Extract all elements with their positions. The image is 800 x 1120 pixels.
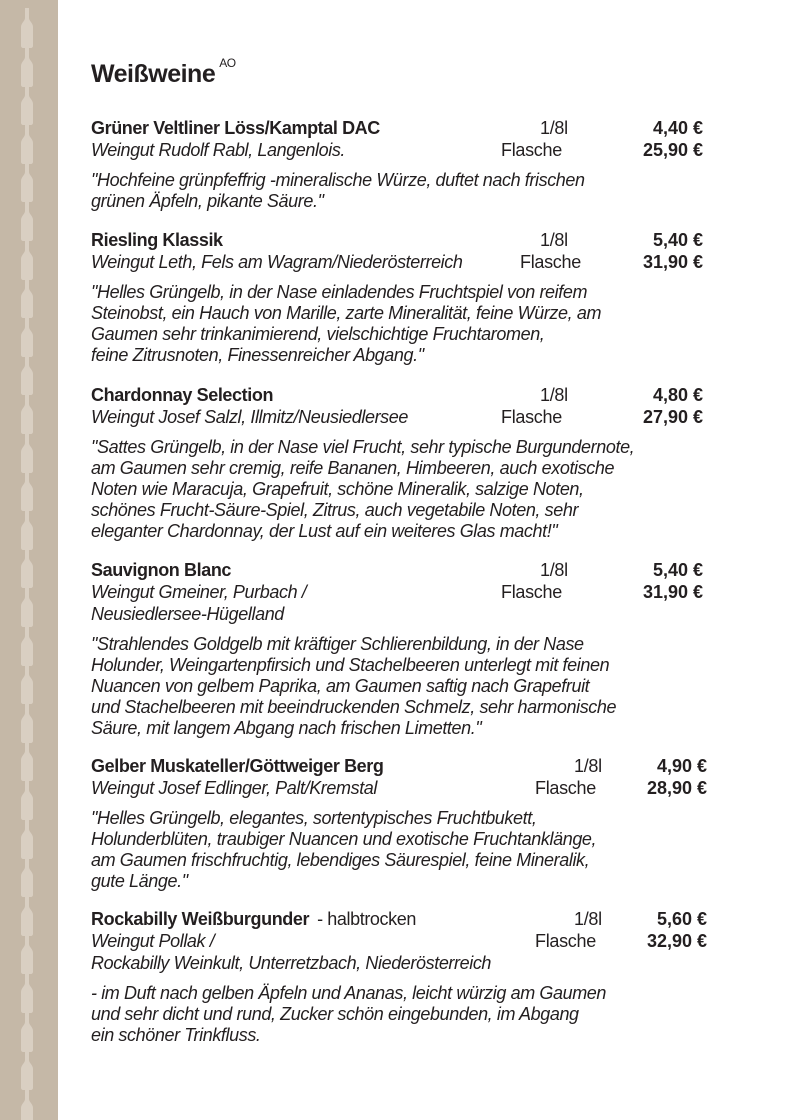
bottle-price: 28,90 € <box>646 778 707 798</box>
bottle-label: Flasche <box>501 582 562 602</box>
bottle-icon <box>19 510 35 550</box>
description-line: "Strahlendes Goldgelb mit kräftiger Schlierenbildung, in der Nase <box>91 634 584 654</box>
description-line: feine Zitrusnoten, Finessenreicher Abgang." <box>91 345 424 365</box>
bottle-icon <box>19 240 35 280</box>
bottle-icon <box>19 201 35 241</box>
bottle-icon <box>19 471 35 511</box>
description-line: Gaumen sehr trinkanimierend, vielschichtige Fruchtaromen, <box>91 324 545 344</box>
description-line: am Gaumen sehr cremig, reife Bananen, Himbeeren, auch exotische <box>91 458 615 478</box>
wine-style: - halbtrocken <box>317 909 416 929</box>
description-line: am Gaumen frischfruchtig, lebendiges Säurespiel, feine Mineralik, <box>91 850 590 870</box>
description-line: Noten wie Maracuja, Grapefruit, schöne Mineralik, salzige Noten, <box>91 479 584 499</box>
wine-name: Sauvignon Blanc <box>91 560 232 580</box>
winery-name: Weingut Gmeiner, Purbach / <box>91 582 307 602</box>
bottle-icon <box>19 548 35 588</box>
wine-entry <box>91 118 731 212</box>
bottle-icon <box>19 47 35 87</box>
bottle-price: 31,90 € <box>642 252 703 272</box>
glass-label: 1/8l <box>540 118 568 138</box>
bottle-icon <box>19 394 35 434</box>
wine-name: Grüner Veltliner Löss/Kamptal DAC <box>91 118 380 138</box>
bottle-icon <box>19 587 35 627</box>
wine-description <box>91 808 731 892</box>
description-line: Holunder, Weingartenpfirsich und Stachelbeeren unterlegt mit feinen <box>91 655 610 675</box>
wine-entry <box>91 385 731 542</box>
bottle-icon <box>19 741 35 781</box>
description-line: grünen Äpfeln, pikante Säure." <box>91 191 324 211</box>
bottle-icon <box>19 973 35 1013</box>
winery-name: Weingut Pollak / <box>91 931 215 951</box>
glass-price: 4,90 € <box>656 756 707 776</box>
bottle-label: Flasche <box>501 140 562 160</box>
description-line: ein schöner Trinkfluss. <box>91 1025 261 1045</box>
wine-entry <box>91 909 731 1046</box>
wine-name-text: Rockabilly Weißburgunder <box>91 909 310 929</box>
winery-name: Weingut Rudolf Rabl, Langenlois. <box>91 140 346 160</box>
wine-name: Gelber Muskateller/Göttweiger Berg <box>91 756 384 776</box>
bottle-icon <box>19 896 35 936</box>
description-line: Säure, mit langem Abgang nach frischen Limetten." <box>91 718 482 738</box>
bottle-icon <box>19 703 35 743</box>
bottle-label: Flasche <box>535 778 596 798</box>
bottle-icon <box>19 355 35 395</box>
bottle-icon <box>19 317 35 357</box>
description-line: Nuancen von gelbem Paprika, am Gaumen saftig nach Grapefruit <box>91 676 590 696</box>
bottle-price: 27,90 € <box>642 407 703 427</box>
description-line: "Helles Grüngelb, elegantes, sortentypisches Fruchtbukett, <box>91 808 537 828</box>
page-title <box>91 55 236 89</box>
bottle-icon <box>19 626 35 666</box>
glass-price: 4,80 € <box>652 385 703 405</box>
description-line: schönes Frucht-Säure-Spiel, Zitrus, auch vegetabile Noten, sehr <box>91 500 579 520</box>
description-line: "Hochfeine grünpfeffrig -mineralische Würze, duftet nach frischen <box>91 170 585 190</box>
description-line: Holunderblüten, traubiger Nuancen und exotische Fruchtanklänge, <box>91 829 597 849</box>
description-line: und Stachelbeeren mit beeindruckenden Schmelz, sehr harmonische <box>91 697 617 717</box>
glass-label: 1/8l <box>574 756 602 776</box>
glass-label: 1/8l <box>540 385 568 405</box>
wine-name: Chardonnay Selection <box>91 385 274 405</box>
wine-entry <box>91 560 731 739</box>
wine-entry <box>91 230 731 366</box>
bottle-icon <box>19 819 35 859</box>
bottle-icon <box>19 857 35 897</box>
glass-label: 1/8l <box>540 560 568 580</box>
bottle-icon <box>19 664 35 704</box>
bottle-icon <box>19 162 35 202</box>
wine-description <box>91 634 731 739</box>
glass-price: 5,40 € <box>652 230 703 250</box>
bottle-icon <box>19 85 35 125</box>
bottle-icon <box>19 780 35 820</box>
description-line: "Sattes Grüngelb, in der Nase viel Frucht, sehr typische Burgundernote, <box>91 437 635 457</box>
bottle-icon <box>19 278 35 318</box>
description-line: eleganter Chardonnay, der Lust auf ein weiteres Glas macht!" <box>91 521 558 541</box>
bottle-icon <box>19 8 35 48</box>
description-line: Steinobst, ein Hauch von Marille, zarte Mineralität, feine Würze, am <box>91 303 602 323</box>
winery-name: Weingut Josef Edlinger, Palt/Kremstal <box>91 778 378 798</box>
wine-entry <box>91 756 731 892</box>
bottle-label: Flasche <box>535 931 596 951</box>
bottle-label: Flasche <box>501 407 562 427</box>
allergen-note: AO <box>219 55 236 70</box>
glass-label: 1/8l <box>540 230 568 250</box>
wine-name: Riesling Klassik <box>91 230 223 250</box>
bottle-icon <box>19 1012 35 1052</box>
wine-description <box>91 983 731 1046</box>
bottle-price: 31,90 € <box>642 582 703 602</box>
bottle-price: 25,90 € <box>642 140 703 160</box>
glass-price: 4,40 € <box>652 118 703 138</box>
description-line: "Helles Grüngelb, in der Nase einladendes Fruchtspiel von reifem <box>91 282 588 302</box>
description-line: - im Duft nach gelben Äpfeln und Ananas, leicht würzig am Gaumen <box>91 983 607 1003</box>
bottle-price: 32,90 € <box>646 931 707 951</box>
glass-label: 1/8l <box>574 909 602 929</box>
glass-price: 5,60 € <box>656 909 707 929</box>
bottle-icon <box>19 1089 35 1120</box>
glass-price: 5,40 € <box>652 560 703 580</box>
bottle-icon <box>19 934 35 974</box>
bottle-icon <box>19 1050 35 1090</box>
wine-name <box>91 909 416 930</box>
description-line: und sehr dicht und rund, Zucker schön eingebunden, im Abgang <box>91 1004 579 1024</box>
wine-description <box>91 282 731 366</box>
bottle-icon <box>19 124 35 164</box>
description-line: gute Länge." <box>91 871 188 891</box>
bottle-icon <box>19 433 35 473</box>
page-title-text: Weißweine <box>91 60 216 88</box>
wine-description <box>91 170 731 212</box>
winery-name: Weingut Josef Salzl, Illmitz/Neusiedlersee <box>91 407 409 427</box>
decorative-sidebar <box>0 0 58 1120</box>
bottle-label: Flasche <box>520 252 581 272</box>
winery-region: Neusiedlersee-Hügelland <box>91 604 284 624</box>
winery-region: Rockabilly Weinkult, Unterretzbach, Niederösterreich <box>91 953 492 973</box>
winery-name: Weingut Leth, Fels am Wagram/Niederösterreich <box>91 252 463 272</box>
wine-description <box>91 437 731 542</box>
